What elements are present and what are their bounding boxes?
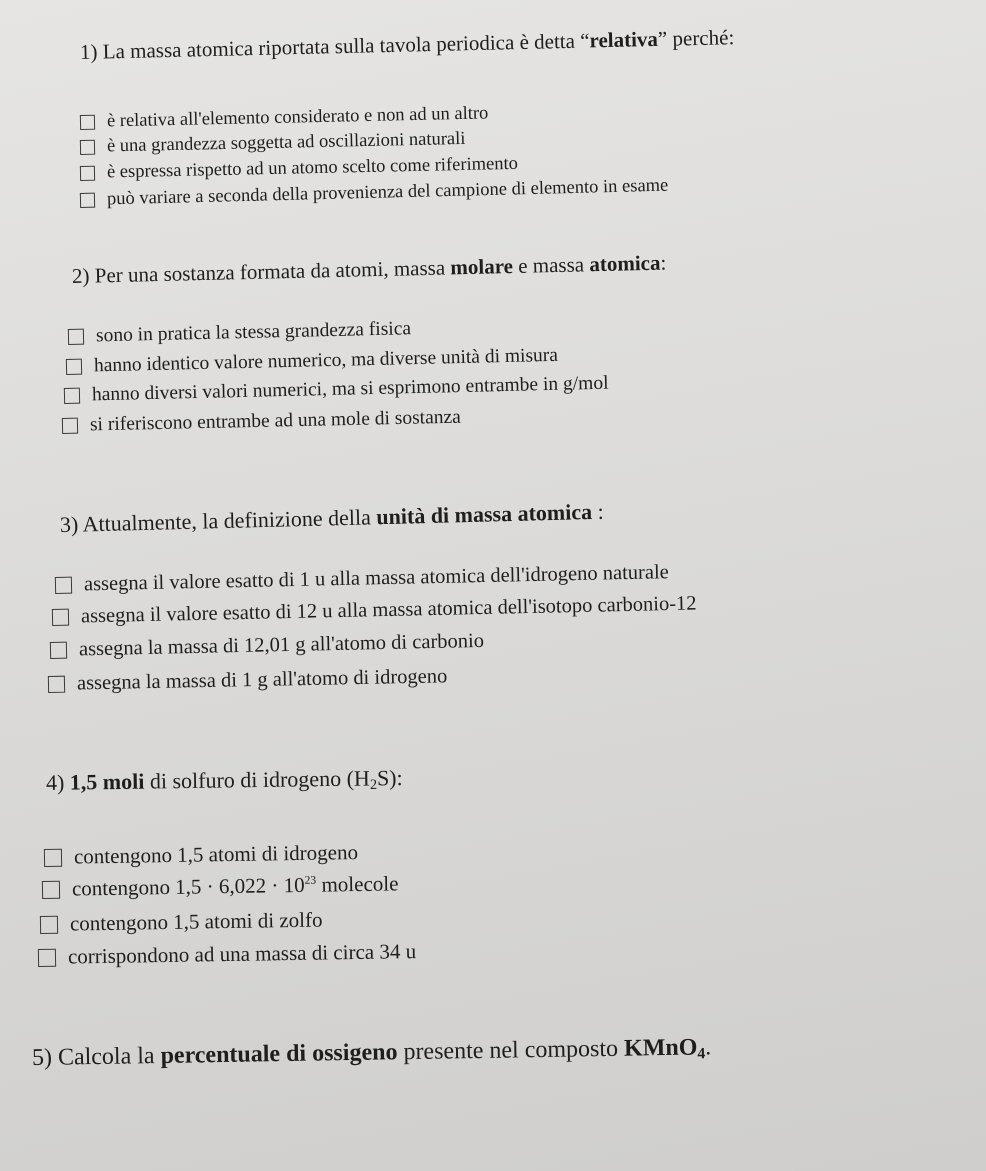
checkbox[interactable] [80, 140, 95, 155]
question-1-title: 1) La massa atomica riportata sulla tavola periodica è detta “relativa” perché: [79, 25, 735, 64]
question-2-option-a[interactable]: sono in pratica la stessa grandezza fisica [68, 318, 412, 348]
question-2-option-b[interactable]: hanno identico valore numerico, ma diverse unità di misura [66, 345, 558, 378]
question-2-title: 2) Per una sostanza formata da atomi, massa molare e massa atomica: [71, 250, 667, 288]
question-4-option-c[interactable]: contengono 1,5 atomi di zolfo [40, 908, 323, 937]
question-1-option-c[interactable]: è espressa rispetto ad un atomo scelto come riferimento [80, 154, 518, 184]
question-2-option-d[interactable]: si riferiscono entrambe ad una mole di sostanza [62, 407, 461, 437]
question-1-option-b[interactable]: è una grandezza soggetta ad oscillazioni naturali [80, 129, 466, 158]
question-3-option-a[interactable]: assegna il valore esatto di 1 u alla massa atomica dell'idrogeno naturale [55, 561, 669, 597]
checkbox[interactable] [66, 359, 82, 375]
checkbox[interactable] [80, 115, 95, 130]
checkbox[interactable] [50, 642, 67, 659]
question-1-option-a[interactable]: è relativa all'elemento considerato e non ad un altro [80, 103, 489, 133]
question-4-option-a[interactable]: contengono 1,5 atomi di idrogeno [44, 840, 358, 870]
checkbox[interactable] [40, 915, 58, 933]
question-3-title: 3) Attualmente, la definizione della unità di massa atomica : [59, 498, 604, 537]
question-4-option-d[interactable]: corrispondono ad una massa di circa 34 u [38, 939, 417, 970]
checkbox[interactable] [48, 676, 65, 693]
question-5-title: 5) Calcola la percentuale di ossigeno presente nel composto KMnO$_4$. [31, 1034, 712, 1071]
checkbox[interactable] [38, 948, 56, 966]
question-2-option-c[interactable]: hanno diversi valori numerici, ma si esprimono entrambe in g/mol [64, 373, 609, 407]
checkbox[interactable] [44, 848, 62, 866]
checkbox[interactable] [52, 609, 69, 626]
checkbox[interactable] [62, 418, 78, 434]
checkbox[interactable] [80, 166, 95, 181]
checkbox[interactable] [55, 577, 72, 594]
question-4-option-b[interactable]: contengono $1,5 \cdot 6,022 \cdot 10^{23}$ molecole [42, 871, 399, 902]
question-3-option-b[interactable]: assegna il valore esatto di 12 u alla massa atomica dell'isotopo carbonio-12 [52, 593, 697, 629]
checkbox[interactable] [80, 193, 95, 208]
checkbox[interactable] [68, 329, 84, 345]
question-3-option-c[interactable]: assegna la massa di 12,01 g all'atomo di carbonio [50, 630, 484, 662]
question-1-option-d[interactable]: può variare a seconda della provenienza del campione di elemento in esame [80, 176, 669, 211]
checkbox[interactable] [42, 880, 60, 898]
question-3-option-d[interactable]: assegna la massa di 1 g all'atomo di idrogeno [48, 665, 448, 696]
question-4-title: 4) 1,5 moli di solfuro di idrogeno $(H_2S)$: [45, 765, 403, 795]
checkbox[interactable] [64, 388, 80, 404]
